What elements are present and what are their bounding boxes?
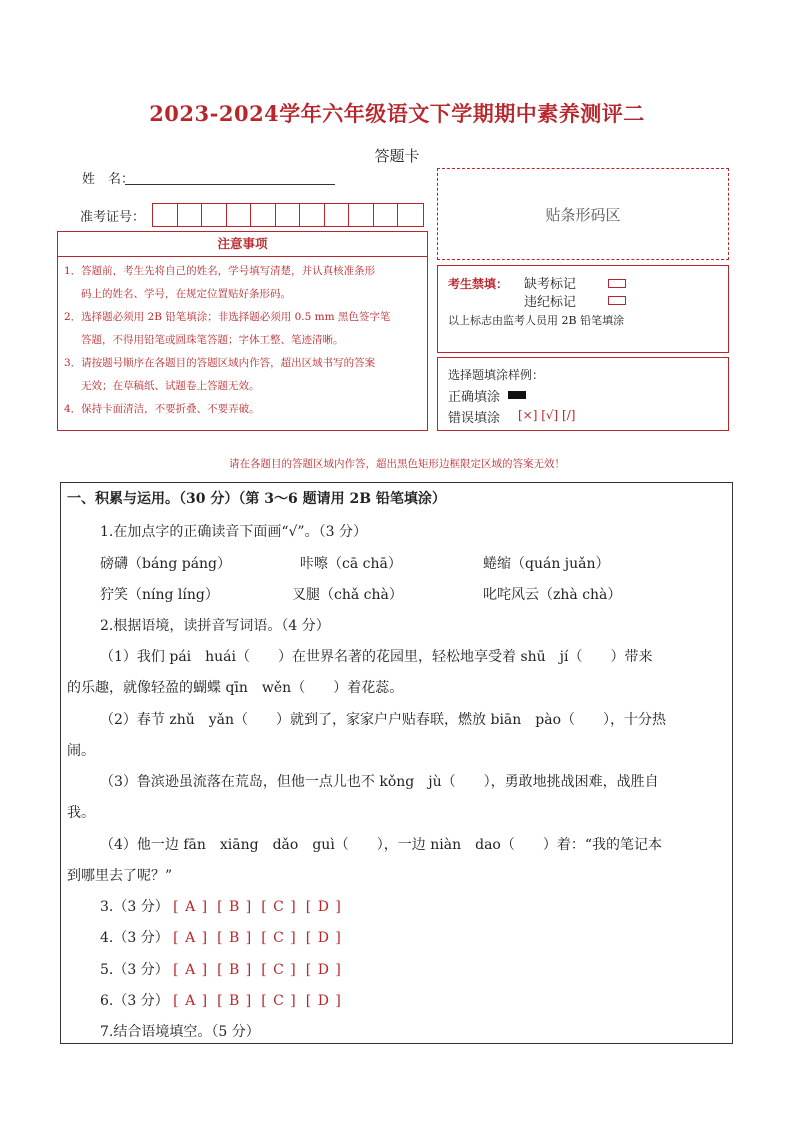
ban-label: 考生禁填：: [448, 277, 509, 291]
choice-row-6: [100, 990, 351, 1010]
choice-row-4: [100, 927, 351, 947]
answer-area: [60, 482, 733, 1044]
id-digit-box[interactable]: [153, 204, 178, 226]
question-7: 7.结合语境填空。（5 分）: [100, 1024, 260, 1040]
barcode-label: 贴条形码区: [545, 205, 621, 224]
page-title: 2023-2024学年六年级语文下学期期中素养测评二: [149, 101, 645, 126]
answer-warning: 请在各题目的答题区域内作答，超出黑色矩形边框限定区域的答案无效！: [229, 458, 565, 470]
q2-part-2: （2）春节 zhǔ yǎn（ ）就到了，家家户户贴春联，燃放 biān pào（ ），十分热: [100, 712, 667, 728]
notice-item-3: 3．请按题号顺序在各题目的答题区域内作答，超出区域书写的答案: [64, 357, 376, 369]
absent-label: 缺考标记: [524, 277, 577, 292]
q1-item[interactable]: 狞笑（níng líng）: [100, 587, 219, 603]
option-d[interactable]: [ D ]: [305, 962, 342, 978]
sample-label: 选择题填涂样例：: [448, 368, 545, 382]
name-label: 姓 名：: [82, 172, 135, 187]
ban-box: [437, 265, 729, 353]
id-digit-box[interactable]: [374, 204, 399, 226]
question-1: 1.在加点字的正确读音下面画“√”。（3 分）: [100, 524, 367, 540]
violation-label: 违纪标记: [524, 295, 577, 310]
q1-item[interactable]: 叱咤风云（zhà chà）: [483, 587, 622, 603]
id-digit-box[interactable]: [251, 204, 276, 226]
option-d[interactable]: [ D ]: [305, 930, 342, 946]
notice-item-2: 2．选择题必须用 2B 铅笔填涂；非选择题必须用 0.5 mm 黑色签字笔: [64, 311, 391, 323]
notice-item-1-cont: 码上的姓名、学号，在规定位置贴好条形码。: [81, 288, 291, 300]
section-heading: 一、积累与运用。（30 分）（第 3～6 题请用 2B 铅笔填涂）: [67, 491, 446, 507]
choice-label: 4.（3 分）: [100, 930, 169, 946]
correct-fill-label: 正确填涂: [448, 390, 501, 405]
ban-note: 以上标志由监考人员用 2B 铅笔填涂: [448, 314, 625, 327]
choice-row-3: [100, 896, 351, 916]
option-b[interactable]: [ B ]: [217, 993, 253, 1009]
option-b[interactable]: [ B ]: [217, 930, 253, 946]
notice-item-4: 4．保持卡面清洁，不要折叠、不要弄破。: [64, 403, 260, 415]
notice-item-2-cont: 答题，不得用铅笔或圆珠笔答题；字体工整、笔迹清晰。: [81, 334, 344, 346]
choice-label: 6.（3 分）: [100, 993, 169, 1009]
sample-box: [437, 357, 729, 431]
option-d[interactable]: [ D ]: [305, 899, 342, 915]
option-b[interactable]: [ B ]: [217, 962, 253, 978]
option-b[interactable]: [ B ]: [217, 899, 253, 915]
choice-row-5: [100, 959, 351, 979]
option-a[interactable]: [ A ]: [173, 899, 209, 915]
q1-item[interactable]: 叉腿（chǎ chà）: [292, 587, 403, 603]
option-d[interactable]: [ D ]: [305, 993, 342, 1009]
q1-item[interactable]: 咔嚓（cā chā）: [300, 556, 402, 572]
exam-id-boxes[interactable]: [152, 203, 424, 227]
id-label: 准考证号：: [80, 210, 146, 225]
option-c[interactable]: [ C ]: [261, 930, 297, 946]
id-digit-box[interactable]: [300, 204, 325, 226]
option-a[interactable]: [ A ]: [173, 962, 209, 978]
choice-label: 3.（3 分）: [100, 899, 169, 915]
choice-label: 5.（3 分）: [100, 962, 169, 978]
id-digit-box[interactable]: [178, 204, 203, 226]
q2-part-4: （4）他一边 fān xiāng dǎo guì（ ），一边 niàn dao（ ）着：“我的笔记本: [100, 837, 662, 853]
id-digit-box[interactable]: [202, 204, 227, 226]
option-c[interactable]: [ C ]: [261, 993, 297, 1009]
correct-fill-sample: [508, 391, 526, 399]
q1-item[interactable]: 蜷缩（quán juǎn）: [483, 556, 610, 572]
id-digit-box[interactable]: [227, 204, 252, 226]
q1-item[interactable]: 磅礴（báng páng）: [100, 556, 232, 572]
notice-box: [57, 231, 428, 431]
q2-part-4-cont: 到哪里去了呢？”: [67, 868, 173, 884]
option-c[interactable]: [ C ]: [261, 962, 297, 978]
wrong-fill-samples: [×] [√] [/]: [518, 408, 576, 422]
id-digit-box[interactable]: [349, 204, 374, 226]
q2-part-3: （3）鲁滨逊虽流落在荒岛，但他一点儿也不 kǒng jù（ ），勇敢地挑战困难，战胜自: [100, 774, 659, 790]
option-c[interactable]: [ C ]: [261, 899, 297, 915]
q2-part-2-cont: 闹。: [67, 743, 95, 759]
absent-mark-box[interactable]: [608, 279, 626, 288]
q2-part-3-cont: 我。: [67, 805, 95, 821]
option-a[interactable]: [ A ]: [173, 993, 209, 1009]
id-digit-box[interactable]: [398, 204, 423, 226]
page-subtitle: 答题卡: [374, 147, 420, 165]
violation-mark-box[interactable]: [608, 296, 626, 305]
barcode-area: [437, 168, 729, 260]
notice-item-3-cont: 无效；在草稿纸、试题卷上答题无效。: [81, 380, 260, 392]
notice-heading: 注意事项: [58, 232, 427, 257]
id-digit-box[interactable]: [325, 204, 350, 226]
wrong-fill-label: 错误填涂: [448, 411, 501, 426]
q2-part-1-cont: 的乐趣，就像轻盈的蝴蝶 qīn wěn（ ）着花蕊。: [67, 680, 404, 696]
name-field[interactable]: [125, 184, 335, 185]
question-2: 2.根据语境，读拼音写词语。（4 分）: [100, 618, 330, 634]
option-a[interactable]: [ A ]: [173, 930, 209, 946]
notice-item-1: 1．答题前，考生先将自己的姓名，学号填写清楚，并认真核准条形: [64, 265, 376, 277]
id-digit-box[interactable]: [276, 204, 301, 226]
q2-part-1: （1）我们 pái huái（ ）在世界名著的花园里，轻松地享受着 shū jí（ ）带来: [100, 649, 653, 665]
